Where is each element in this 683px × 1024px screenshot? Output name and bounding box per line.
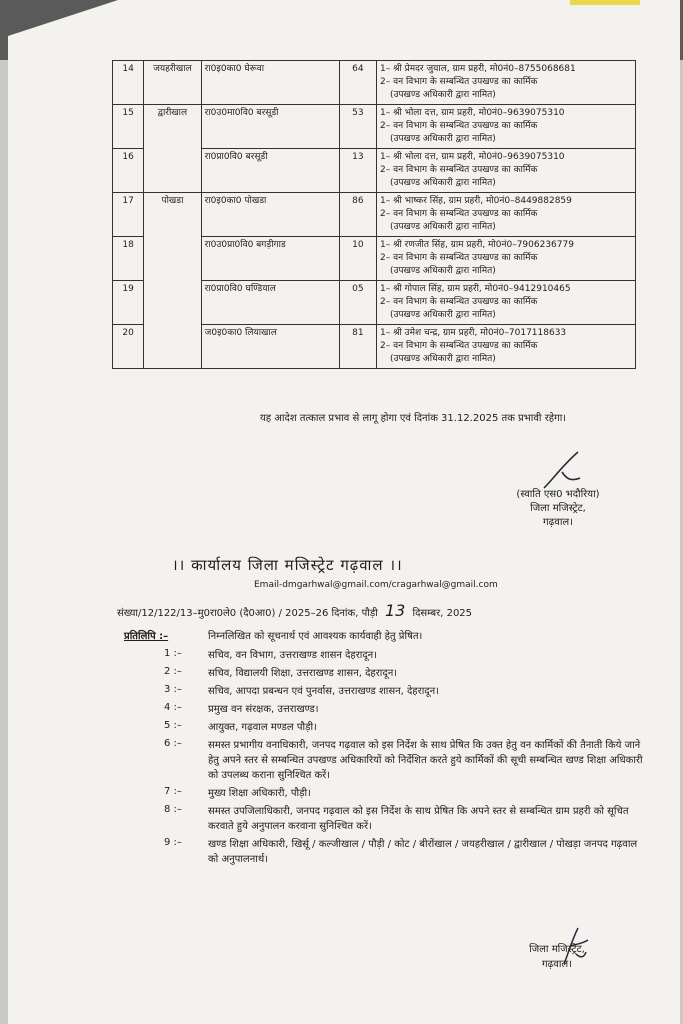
count-cell: 86 [339, 193, 376, 237]
item-text: आयुक्त, गढ़वाल मण्डल पौड़ी। [208, 722, 317, 733]
item-number: 7 :– [164, 786, 182, 797]
staff-line: 2– वन विभाग के सम्बन्धित उपखण्ड का कार्मिक [380, 341, 538, 351]
item-number: 4 :– [164, 702, 182, 713]
list-item [124, 738, 644, 783]
staff-cell [377, 193, 636, 237]
table-row [113, 193, 636, 237]
staff-line: 1– श्री भोला दत्त, ग्राम प्रहरी, मो0नं0–9639075310 [380, 152, 565, 162]
staff-line: (उपखण्ड अधिकारी द्वारा नामित) [390, 266, 496, 276]
item-text: सचिव, विद्यालयी शिक्षा, उत्तराखण्ड शासन, देहरादून। [208, 668, 398, 679]
reference-line [117, 601, 472, 620]
staff-line: 2– वन विभाग के सम्बन्धित उपखण्ड का कार्मिक [380, 165, 538, 175]
school-cell: रा0इ0का0 पोखडा [201, 193, 339, 237]
office-email: Email-dmgarhwal@gmail.com/cragarhwal@gmail.com [254, 580, 498, 590]
count-cell: 05 [339, 281, 376, 325]
item-text: सचिव, आपदा प्रबन्धन एवं पुनर्वास, उत्तराखण्ड शासन, देहरादून। [208, 686, 439, 697]
list-item [124, 720, 644, 735]
table-row [113, 61, 636, 105]
count-cell: 13 [339, 149, 376, 193]
block-cell: द्वारीखाल [144, 105, 201, 193]
copy-to-list [124, 648, 644, 870]
signatory-place: गढ़वाल। [543, 517, 573, 528]
copy-to-heading: प्रतिलिपि :– [124, 631, 169, 642]
reference-month: दिसम्बर, 2025 [412, 608, 473, 619]
block-cell: जयहरीखाल [144, 61, 201, 105]
item-number: 1 :– [164, 648, 182, 659]
school-cell: रा0प्रा0वि0 घण्डियाल [201, 281, 339, 325]
serial-cell: 19 [113, 281, 144, 325]
item-number: 6 :– [164, 738, 182, 749]
count-cell: 53 [339, 105, 376, 149]
staff-line: (उपखण्ड अधिकारी द्वारा नामित) [390, 178, 496, 188]
serial-cell: 17 [113, 193, 144, 237]
staff-cell [377, 149, 636, 193]
staff-line: (उपखण्ड अधिकारी द्वारा नामित) [390, 90, 496, 100]
item-text: प्रमुख वन संरक्षक, उत्तराखण्ड। [208, 704, 319, 715]
staff-cell [377, 325, 636, 369]
staff-cell [377, 237, 636, 281]
staff-line: (उपखण्ड अधिकारी द्वारा नामित) [390, 222, 496, 232]
staff-line: 2– वन विभाग के सम्बन्धित उपखण्ड का कार्मिक [380, 121, 538, 131]
list-item [124, 702, 644, 717]
staff-line: 1– श्री गोपाल सिंह, ग्राम प्रहरी, मो0नं0–9412910465 [380, 284, 571, 294]
list-item [124, 684, 644, 699]
footer-designation: जिला मजिस्ट्रेट, [529, 944, 585, 955]
staff-line: 1– श्री भोला दत्त, ग्राम प्रहरी, मो0नं0–9639075310 [380, 108, 565, 118]
list-item [124, 786, 644, 801]
item-number: 5 :– [164, 720, 182, 731]
staff-line: (उपखण्ड अधिकारी द्वारा नामित) [390, 354, 496, 364]
signatory-name: (स्वाति एस0 भदौरिया) [516, 489, 600, 500]
signatory-block [488, 488, 628, 530]
staff-line: 1– श्री भाष्कर सिंह, ग्राम प्रहरी, मो0नं0–8449882859 [380, 196, 572, 206]
effect-note: यह आदेश तत्काल प्रभाव से लागू होगा एवं दिनांक 31.12.2025 तक प्रभावी रहेगा। [260, 413, 567, 424]
serial-cell: 15 [113, 105, 144, 149]
block-cell: पोखडा [144, 193, 201, 369]
staff-line: 2– वन विभाग के सम्बन्धित उपखण्ड का कार्मिक [380, 253, 538, 263]
list-item [124, 804, 644, 834]
item-text: सचिव, वन विभाग, उत्तराखण्ड शासन देहरादून। [208, 650, 378, 661]
item-number: 2 :– [164, 666, 182, 677]
school-cell: रा0प्रा0वि0 बरसूडी [201, 149, 339, 193]
school-cell: रा0उ0मा0वि0 बरसूडी [201, 105, 339, 149]
staff-line: 2– वन विभाग के सम्बन्धित उपखण्ड का कार्मिक [380, 297, 538, 307]
office-title: ।। कार्यालय जिला मजिस्ट्रेट गढ़वाल ।। [172, 556, 403, 574]
staff-line: 1– श्री प्रेमदर जुयाल, ग्राम प्रहरी, मो0नं0–8755068681 [380, 64, 576, 74]
staff-line: 2– वन विभाग के सम्बन्धित उपखण्ड का कार्मिक [380, 77, 538, 87]
footer-place: गढ़वाल। [542, 959, 572, 970]
staff-line: 1– श्री रणजीत सिंह, ग्राम प्रहरी, मो0नं0–7906236779 [380, 240, 574, 250]
serial-cell: 16 [113, 149, 144, 193]
copy-to-intro: निम्नलिखित को सूचनार्थ एवं आवश्यक कार्यवाही हेतु प्रेषित। [208, 631, 423, 642]
item-text: खण्ड शिक्षा अधिकारी, खिर्सू / कल्जीखाल / पौड़ी / कोट / बीरोंखाल / जयहरीखाल / द्वारीखाल / पोखड़ा जनपद गढ़वाल को अनुपालनार्थ। [208, 839, 638, 865]
list-item [124, 837, 644, 867]
item-number: 9 :– [164, 837, 182, 848]
item-number: 8 :– [164, 804, 182, 815]
staff-cell [377, 61, 636, 105]
count-cell: 81 [339, 325, 376, 369]
staff-line: 1– श्री उमेश चन्द्र, ग्राम प्रहरी, मो0नं0–7017118633 [380, 328, 567, 338]
staff-cell [377, 281, 636, 325]
item-number: 3 :– [164, 684, 182, 695]
reference-number: संख्या/12/122/13–मु0रा0ले0 (दै0आ0) / 2025–26 दिनांक, पौड़ी [117, 608, 378, 619]
item-text: मुख्य शिक्षा अधिकारी, पौड़ी। [208, 788, 311, 799]
deployment-table [112, 60, 636, 369]
sticky-note-edge [570, 0, 640, 5]
item-text: समस्त उपजिलाधिकारी, जनपद गढ़वाल को इस निर्देश के साथ प्रेषित कि अपने स्तर से सम्बन्धित ग्राम प्रहरी को सूचित करवाते हुये अनुपालन करवाना सुनिश्चित करें। [208, 806, 629, 832]
staff-line: (उपखण्ड अधिकारी द्वारा नामित) [390, 134, 496, 144]
staff-cell [377, 105, 636, 149]
table-row [113, 105, 636, 149]
count-cell: 10 [339, 237, 376, 281]
footer-signatory-block [512, 942, 602, 972]
list-item [124, 666, 644, 681]
serial-cell: 20 [113, 325, 144, 369]
signatory-designation: जिला मजिस्ट्रेट, [530, 503, 586, 514]
school-cell: ज0इ0का0 लियाखाल [201, 325, 339, 369]
list-item [124, 648, 644, 663]
school-cell: रा0इ0का0 घेरूवा [201, 61, 339, 105]
staff-line: (उपखण्ड अधिकारी द्वारा नामित) [390, 310, 496, 320]
reference-day: 13 [384, 601, 406, 620]
serial-cell: 18 [113, 237, 144, 281]
school-cell: रा0उ0प्रा0वि0 बगड़ीगाड [201, 237, 339, 281]
serial-cell: 14 [113, 61, 144, 105]
staff-line: 2– वन विभाग के सम्बन्धित उपखण्ड का कार्मिक [380, 209, 538, 219]
count-cell: 64 [339, 61, 376, 105]
item-text: समस्त प्रभागीय वनाधिकारी, जनपद गढ़वाल को इस निर्देश के साथ प्रेषित कि उक्त हेतु वन कार्मिकों की तैनाती किये जाने हेतु अपने स्तर से सम्बन्धित उपखण्ड अधिकारियों को निर्देशित करते हुये कार्मिकों की सूची सम्बन्धित खण्ड शिक्षा अधिकारी को उपलब्ध कराना सुनिश्चित करें। [208, 740, 643, 781]
